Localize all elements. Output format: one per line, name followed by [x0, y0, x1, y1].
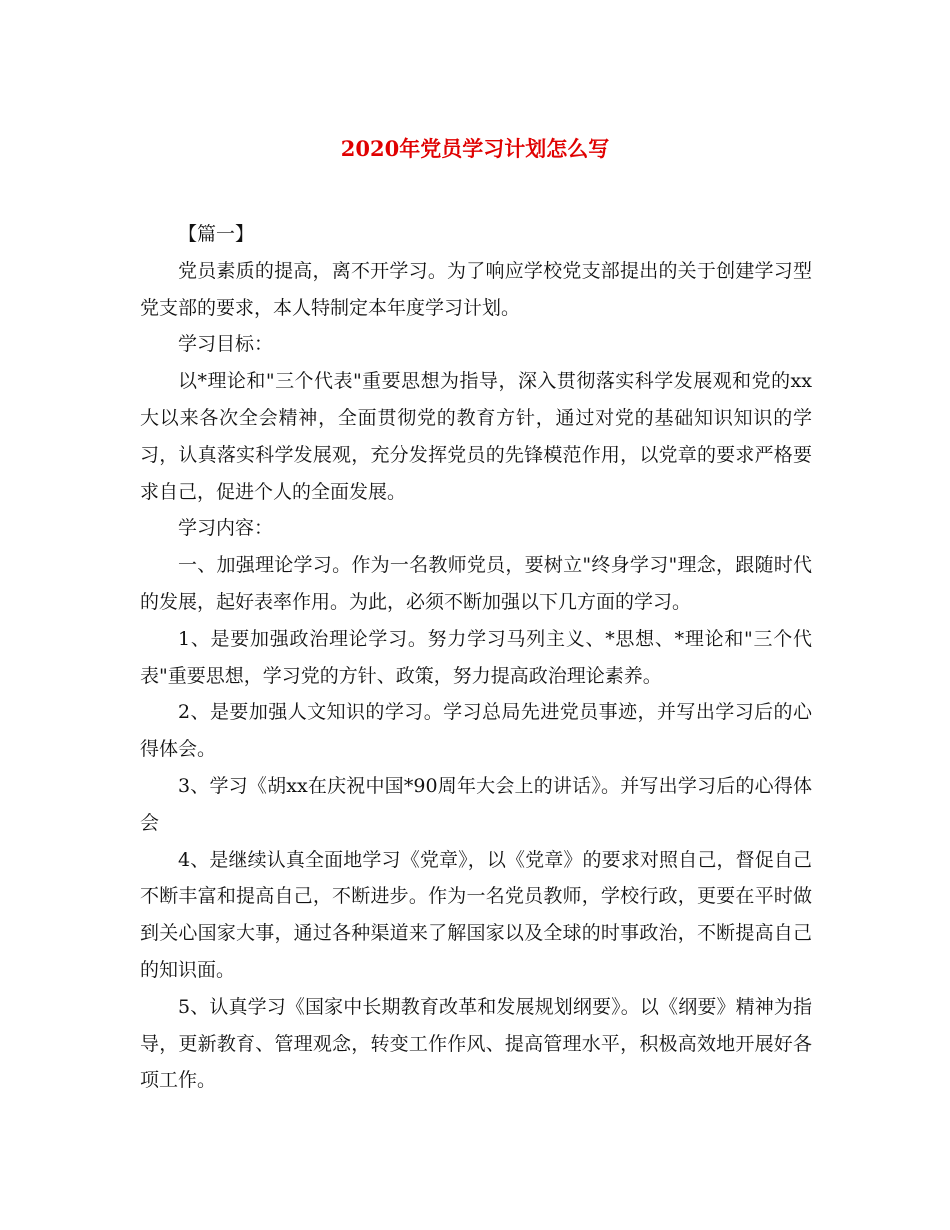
document-body [140, 216, 812, 1099]
section-label: 【篇一】 [178, 223, 255, 245]
paragraph-study-goals: 以*理论和"三个代表"重要思想为指导，深入贯彻落实科学发展观和党的xx大以来各次全会精神，全面贯彻党的教育方针，通过对党的基础知识知识的学习，认真落实科学发展观，充分发挥党员的先锋模范作用，以党章的要求严格要求自己，促进个人的全面发展。 [140, 370, 812, 503]
paragraph-item-5: 5、认真学习《国家中长期教育改革和发展规划纲要》。以《纲要》精神为指导，更新教育、管理观念，转变工作作风、提高管理水平，积极高效地开展好各项工作。 [140, 995, 812, 1092]
paragraph-item-1: 1、是要加强政治理论学习。努力学习马列主义、*思想、*理论和"三个代表"重要思想，学习党的方针、政策，努力提高政治理论素养。 [140, 627, 812, 687]
heading-study-content: 学习内容： [178, 517, 274, 540]
heading-study-goals: 学习目标： [178, 333, 274, 356]
document-title: 2020年党员学习计划怎么写 [340, 136, 610, 161]
paragraph-intro: 党员素质的提高，离不开学习。为了响应学校党支部提出的关于创建学习型党支部的要求，本人特制定本年度学习计划。 [140, 259, 812, 319]
paragraph-item-4: 4、是继续认真全面地学习《党章》，以《党章》的要求对照自己，督促自己不断丰富和提高自己，不断进步。作为一名党员教师，学校行政，更要在平时做到关心国家大事，通过各种渠道来了解国家以及全球的时事政治，不断提高自己的知识面。 [140, 848, 812, 981]
paragraph-item-3: 3、学习《胡xx在庆祝中国*90周年大会上的讲话》。并写出学习后的心得体会 [140, 774, 812, 834]
paragraph-theory-study: 一、加强理论学习。作为一名教师党员，要树立"终身学习"理念，跟随时代的发展，起好表率作用。为此，必须不断加强以下几方面的学习。 [140, 554, 812, 613]
paragraph-item-2: 2、是要加强人文知识的学习。学习总局先进党员事迹，并写出学习后的心得体会。 [140, 701, 812, 761]
